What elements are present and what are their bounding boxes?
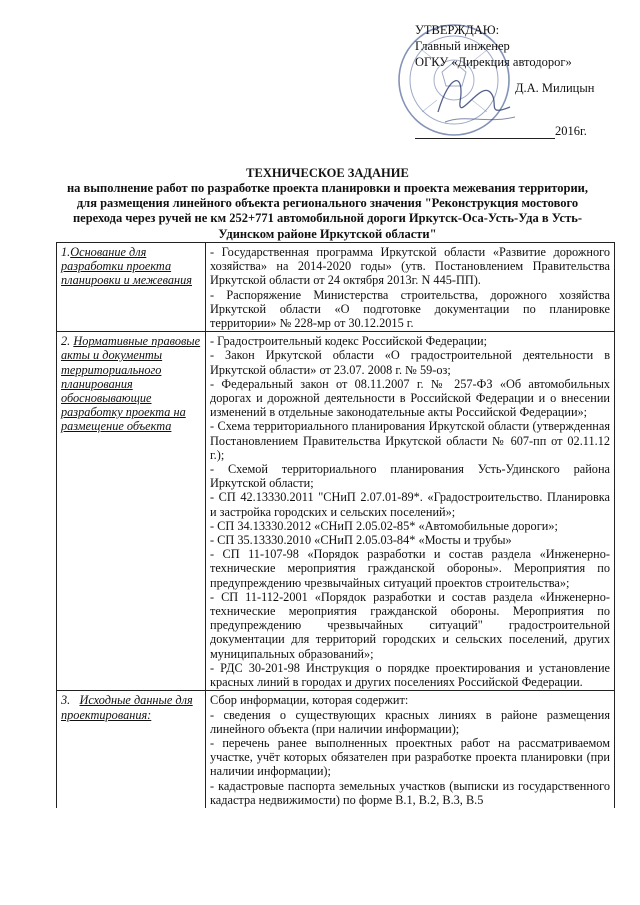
list-item: - Государственная программа Иркутской области «Развитие дорожного хозяйства» на 2014-2020 годы» (утв. Постановлением Правительства Иркутской области от 24 октября 2013г. N 445-ПП).	[210, 245, 610, 288]
list-item: - сведения о существующих красных линиях в районе размещения линейного объекта (при наличии информации);	[210, 707, 610, 736]
document-title: ТЕХНИЧЕСКОЕ ЗАДАНИЕ	[246, 166, 409, 180]
row-label-cell: 1.Основание для разработки проекта планировки и межевания	[57, 243, 206, 332]
row-content-cell	[206, 691, 615, 808]
list-item: - Схема территориального планирования Иркутской области (утвержденная Постановлением Правительства Иркутской области № 607-пп от 02.11.12 г.);	[210, 419, 610, 462]
row-label-cell: 3. Исходные данные для проектирования:	[57, 691, 206, 808]
list-item: - РДС 30-201-98 Инструкция о порядке проектирования и установление красных линий в городах и других поселениях Российской Федерации.	[210, 660, 610, 690]
approver-position-line2: ОГКУ «Дирекция автодорог»	[415, 55, 572, 69]
list-item: - СП 35.13330.2010 «СНиП 2.05.03-84* «Мосты и трубы»	[210, 533, 512, 548]
list-item: - Федеральный закон от 08.11.2007 г. № 257-ФЗ «Об автомобильных дорогах и дорожной деятельности в Российской Федерации и о внесении изменений в отдельные законодательные акты Российской Федерации»;	[210, 376, 610, 420]
document-subtitle	[40, 181, 615, 242]
row-label: Нормативные правовые акты и документы территориального планирования обосновывающие разработку проекта на размещение объекта	[61, 334, 201, 434]
row-content-cell	[206, 332, 615, 691]
list-item: - перечень ранее выполненных проектных работ на рассматриваемом участке, учёт которых обязателен при разработке проекта планировки (при наличии информации);	[210, 735, 610, 779]
list-item: - СП 34.13330.2012 «СНиП 2.05.02-85* «Автомобильные дороги»;	[210, 518, 558, 533]
row-label: Исходные данные для проектирования:	[61, 693, 193, 722]
list-item: - СП 11-107-98 «Порядок разработки и состав раздела «Инженерно-технические мероприятия гражданской обороны». Мероприятия по предупреждению чрезвычайных ситуаций проектов строительства»;	[210, 547, 610, 590]
list-item: - Закон Иркутской области «О градостроительной деятельности в Иркутской области» от 23.07. 2008 г. № 59-оз;	[210, 348, 610, 377]
list-item: Сбор информации, которая содержит:	[210, 693, 409, 708]
approve-label: УТВЕРЖДАЮ:	[415, 23, 500, 37]
list-item: - Градостроительный кодекс Российской Федерации;	[210, 334, 487, 349]
subtitle-line: на выполнение работ по разработке проекта планировки и проекта межевания территории,	[66, 181, 589, 195]
table-row	[57, 332, 615, 691]
subtitle-line: Удинском районе Иркутской области"	[218, 226, 437, 241]
approval-date: 2016г.	[415, 122, 620, 139]
subtitle-line: перехода через ручей не км 252+771 автомобильной дороги Иркутск-Оса-Усть-Уда в Усть-	[72, 211, 583, 226]
list-item: - кадастровые паспорта земельных участков (выписки из государственного кадастра недвижимости) по форме В.1, В.2, В.3, В.5	[210, 778, 610, 807]
row-label: Основание для разработки проекта планировки и межевания	[61, 245, 192, 288]
specification-table	[56, 242, 615, 808]
list-item: - СП 42.13330.2011 "СНиП 2.07.01-89*. «Градостроительство. Планировка и застройка городских и сельских поселений»;	[210, 490, 610, 519]
row-content-cell	[206, 243, 615, 332]
approver-name: Д.А. Милицын	[515, 81, 595, 95]
list-item: - СП 11-112-2001 «Порядок разработки и состав раздела «Инженерно-технические мероприятия гражданской обороны. Мероприятия по предупреждению чрезвычайных ситуаций" градостроительной документации для территорий городских и сельских поселений, других муниципальных образований»;	[210, 589, 610, 661]
subtitle-line: для размещения линейного объекта регионального значения "Реконструкция мостового	[76, 196, 579, 211]
approver-position-line1: Главный инженер	[415, 39, 510, 53]
list-item: - Распоряжение Министерства строительства, дорожного хозяйства Иркутской области «О подготовке документации по планировке территории» № 228-мр от 30.12.2015 г.	[210, 287, 610, 331]
table-row	[57, 243, 615, 332]
table-row	[57, 691, 615, 808]
row-label-cell: 2. Нормативные правовые акты и документы территориального планирования обосновывающие разработку проекта на размещение объекта	[57, 332, 206, 691]
approval-block	[415, 22, 620, 138]
list-item: - Схемой территориального планирования Усть-Удинского района Иркутской области;	[210, 462, 610, 491]
